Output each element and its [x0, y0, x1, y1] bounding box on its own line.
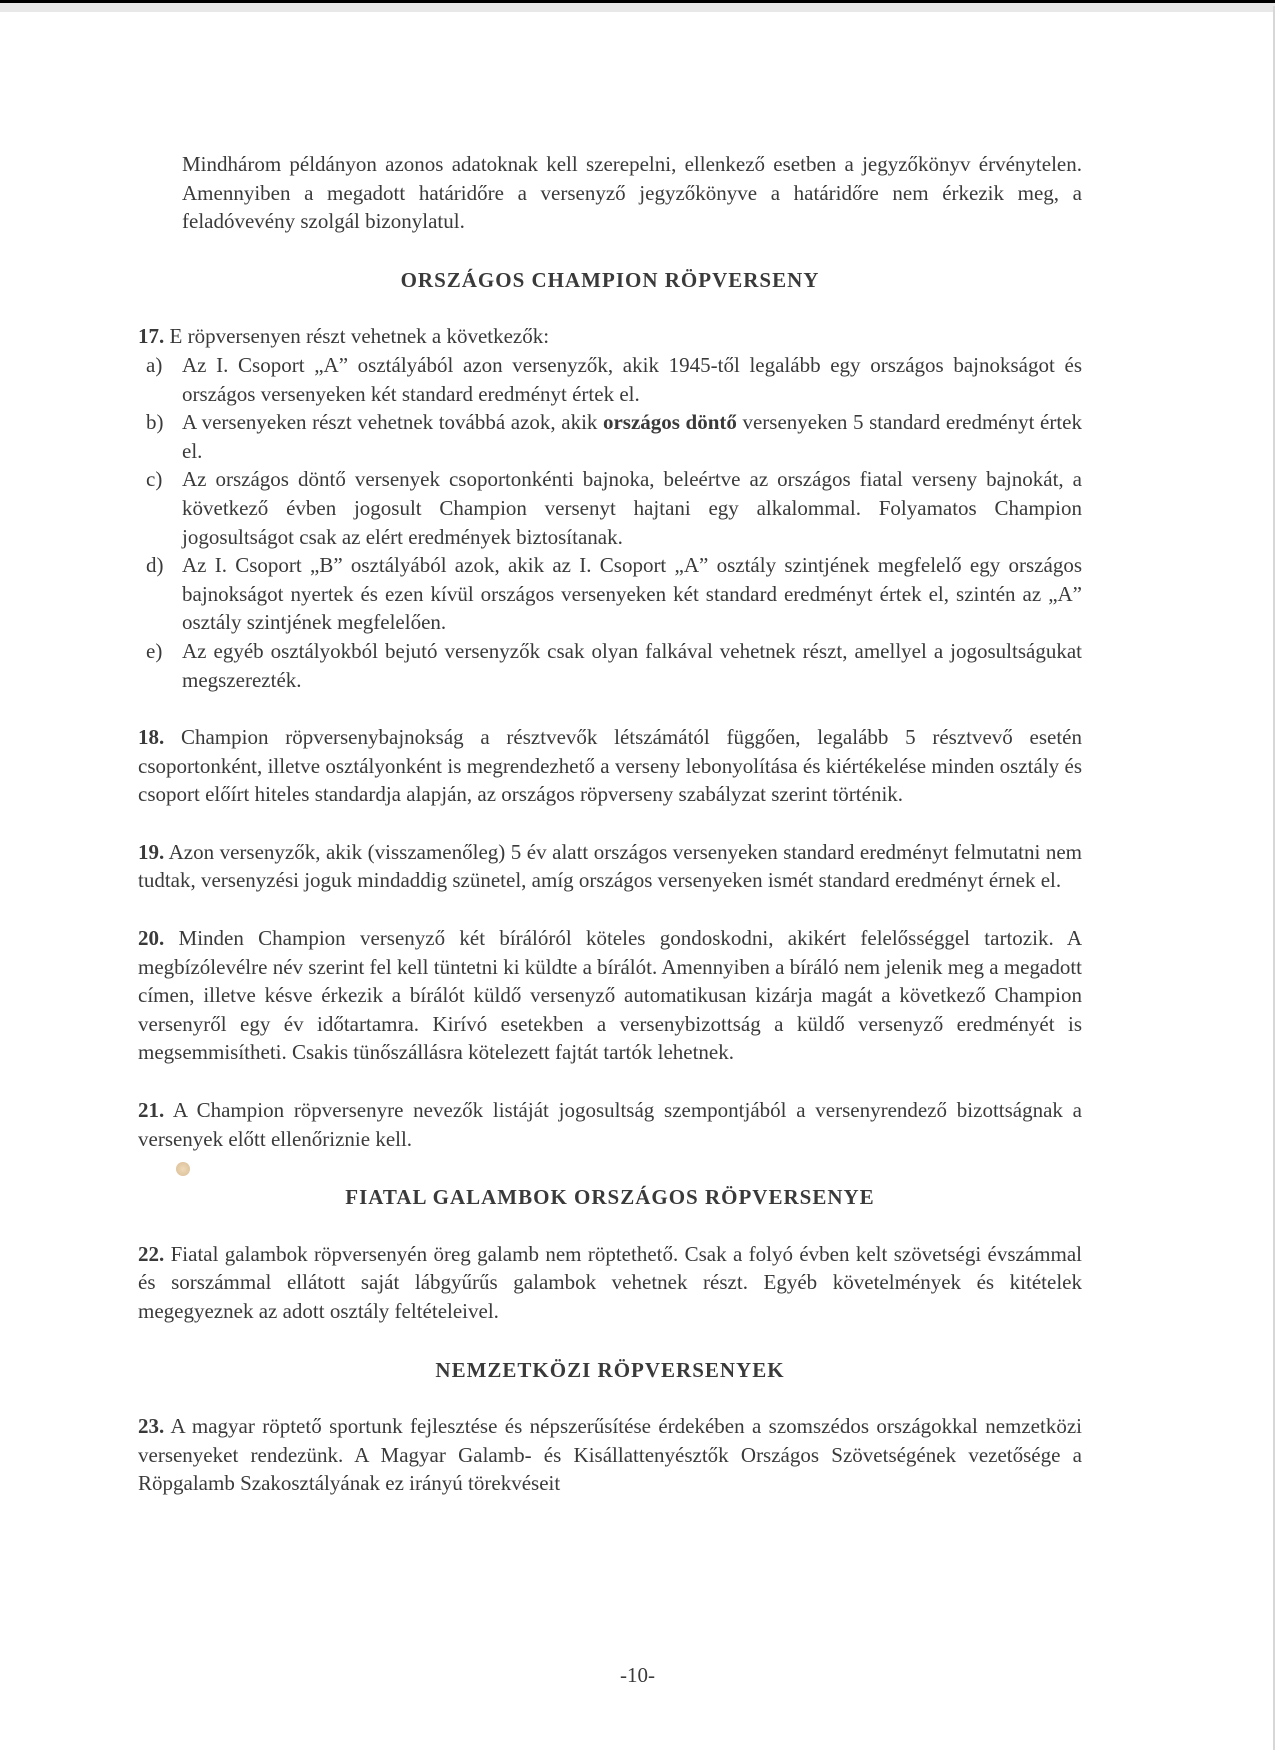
- paragraph-text: E röpversenyen részt vehetnek a következők:: [164, 324, 550, 349]
- list-text-post: versenyeken 5 standard eredményt értek el.: [182, 410, 1082, 463]
- paragraph-number: 20.: [138, 926, 165, 951]
- page-number: -10-: [620, 1663, 655, 1687]
- section-heading-champion: ORSZÁGOS CHAMPION RÖPVERSENY: [400, 267, 820, 292]
- paragraph-number: 22.: [138, 1241, 165, 1266]
- paragraph-18: [138, 723, 1082, 809]
- paragraph-number: 23.: [138, 1414, 165, 1439]
- list-text: Az egyéb osztályokból bejutó versenyzők csak olyan falkával vehetnek részt, amellyel a jogosultságukat megszerezték.: [182, 638, 1082, 692]
- list-text-pre: A versenyeken részt vehetnek továbbá azok, akik: [182, 410, 603, 435]
- paragraph-17: [138, 322, 1082, 351]
- intro-paragraph: Mindhárom példányon azonos adatoknak kell szerepelni, ellenkező esetben a jegyzőkönyv érvénytelen. Amennyiben a megadott határidőre a versenyző jegyzőkönyve a határidőre nem érkezik meg, a feladóvevény szolgál bizonylatul.: [182, 152, 1082, 234]
- paragraph-23: [138, 1412, 1082, 1498]
- paragraph-number: 18.: [138, 725, 165, 750]
- paragraph-number: 19.: [138, 839, 165, 864]
- list-text: Az országos döntő versenyek csoportonkénti bajnoka, beleértve az országos fiatal verseny bajnokát, a következő évben jogosult Champion versenyt hajtani egy alkalommal. Folyamatos Champion jogosultságot csak az elért eredmények biztosítanak.: [182, 467, 1082, 549]
- list-item-e: [138, 637, 1082, 694]
- list-item-a: [138, 351, 1082, 408]
- list-marker: d): [146, 553, 164, 578]
- list-item-b: [138, 408, 1082, 465]
- document-page: [138, 150, 1082, 1498]
- paragraph-text: Minden Champion versenyző két bírálóról köteles gondoskodni, akikért felelősséggel tartozik. A megbízólevélre név szerint fel kell tüntetni ki küldte a bírálót. Amennyiben a bíráló nem jelenik meg a megadott címen, illetve késve érkezik a bírálót küldő versenyző automatikusan kizárja magát a következő Champion versenyről egy év időtartamra. Kirívó esetekben a versenybizottság a küldő versenyző eredményét is megsemmisítheti. Csakis tünőszállásra kötelezett fajtát tartók lehetnek.: [138, 926, 1082, 1065]
- paper-stain: [176, 1162, 190, 1176]
- list-marker: b): [146, 410, 164, 435]
- paragraph-text: A magyar röptető sportunk fejlesztése és népszerűsítése érdekében a szomszédos országokkal nemzetközi versenyeket rendezünk. A Magyar Galamb- és Kisállattenyésztők Országos Szövetségének vezetősége a Röpgalamb Szakosztályának ez irányú törekvéseit: [138, 1414, 1082, 1496]
- section-heading-young-pigeons: FIATAL GALAMBOK ORSZÁGOS RÖPVERSENYE: [345, 1185, 875, 1210]
- paragraph-19: [138, 838, 1082, 895]
- list-item-c: [138, 465, 1082, 551]
- list-marker: a): [146, 352, 163, 377]
- list-text-bold: országos döntő: [602, 410, 737, 435]
- list-marker: e): [146, 638, 163, 663]
- paragraph-22: [138, 1240, 1082, 1326]
- list-text: Az I. Csoport „A” osztályából azon versenyzők, akik 1945-től legalább egy országos bajnokságot és országos versenyeken két standard eredményt értek el.: [182, 352, 1082, 406]
- list-text: Az I. Csoport „B” osztályából azok, akik az I. Csoport „A” osztály szintjének megfelelő egy országos bajnokságot nyertek és ezen kívül országos versenyeken két standard eredményt értek el, szintén az „A” osztály szintjének megfelelően.: [182, 553, 1082, 635]
- paragraph-21: [138, 1096, 1082, 1153]
- paragraph-number: 17.: [138, 324, 165, 349]
- paragraph-number: 21.: [138, 1098, 165, 1123]
- paragraph-text: A Champion röpversenyre nevezők listáját jogosultság szempontjából a versenyrendező bizottságnak a versenyek előtt ellenőriznie kell.: [138, 1098, 1082, 1151]
- list-marker: c): [146, 467, 163, 492]
- section-heading-international: NEMZETKÖZI RÖPVERSENYEK: [435, 1357, 785, 1382]
- paragraph-20: [138, 924, 1082, 1067]
- scan-top-border: [0, 0, 1275, 12]
- paragraph-text: Azon versenyzők, akik (visszamenőleg) 5 év alatt országos versenyeken standard eredményt felmutatni nem tudtak, versenyzési joguk mindaddig szünetel, amíg országos versenyeken ismét standard eredményt érnek el.: [138, 839, 1082, 893]
- paragraph-text: Champion röpversenybajnokság a résztvevők létszámától függően, legalább 5 résztvevő esetén csoportonként, illetve osztályonként is megrendezhető a verseny lebonyolítása és kiértékelése minden osztály és csoport előírt hiteles standardja alapján, az országos röpverseny szabályzat szerint történik.: [138, 725, 1082, 807]
- list-item-d: [138, 551, 1082, 637]
- paragraph-text: Fiatal galambok röpversenyén öreg galamb nem röptethető. Csak a folyó évben kelt szövetségi évszámmal és sorszámmal ellátott saját lábgyűrűs galambok vehetnek részt. Egyéb követelmények és kitételek megegyeznek az adott osztály feltételeivel.: [138, 1241, 1082, 1323]
